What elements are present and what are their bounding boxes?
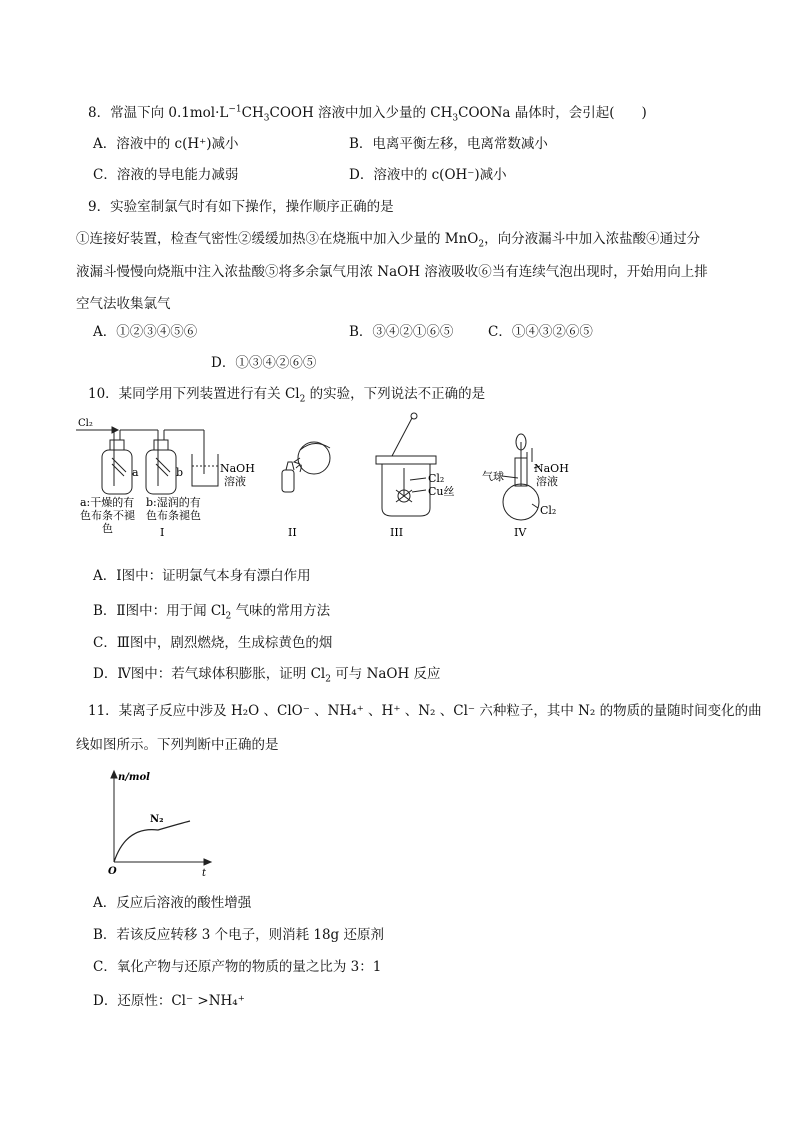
q8-stem: 8．常温下向 $0.1mol\cdot L^{-1}CH_3COOH$ 溶液中加入少量的 $CH_3COONa$ 晶体时，会引起( ) <box>88 104 647 124</box>
fig1-caption-dry-3: 色 <box>102 522 113 535</box>
fig3-cl2-label: Cl₂ <box>428 472 445 485</box>
fig4-roman-label: IV <box>514 526 527 539</box>
graph-ylabel: n/mol <box>118 772 150 783</box>
q9-text-line-1: ①连接好装置，检查气密性②缓缓加热③在烧瓶中加入少量的 MnO$_2$，向分液漏斗中加入浓盐酸④通过分 <box>76 231 701 250</box>
fig4-solution-label: 溶液 <box>536 475 558 488</box>
q8-option-b: B．电离平衡左移，电离常数减小 <box>349 136 548 152</box>
fig1-caption-dry-1: a:干燥的有 <box>80 496 135 509</box>
q9-option-d: D．①③④②⑥⑤ <box>211 355 317 371</box>
fig1-label-b: b <box>176 466 184 479</box>
q10-option-c: C．Ⅲ图中，剧烈燃烧，生成棕黄色的烟 <box>93 635 333 651</box>
q10-option-a: A．Ⅰ图中：证明氯气本身有漂白作用 <box>93 568 311 584</box>
fig1-label-a: a <box>132 466 139 479</box>
fig4-balloon-label: 气球 <box>482 470 504 483</box>
fig1-caption-wet-2: 色布条褪色 <box>146 509 201 522</box>
fig4-naoh-label: NaOH <box>534 462 569 475</box>
fig1-caption-dry-2: 色布条不褪 <box>80 509 135 522</box>
fig3-roman-label: III <box>390 526 404 539</box>
q8-option-d: D．溶液中的 c(OH⁻)减小 <box>349 167 507 183</box>
q9-stem: 9．实验室制氯气时有如下操作，操作顺序正确的是 <box>88 199 394 215</box>
q9-option-c: C．①④③②⑥⑤ <box>488 324 593 340</box>
fig1-solution-label: 溶液 <box>224 475 246 488</box>
q11-option-c: C．氧化产物与还原产物的物质的量之比为 3：1 <box>93 959 382 975</box>
graph-origin-label: O <box>108 866 117 877</box>
q11-option-a: A．反应后溶液的酸性增强 <box>93 895 252 911</box>
q10-stem: 10．某同学用下列装置进行有关 $Cl_2$ 的实验，下列说法不正确的是 <box>88 386 486 405</box>
q10-option-b: B．Ⅱ图中：用于闻 $Cl_2$ 气味的常用方法 <box>93 603 331 622</box>
y-axis-arrow <box>111 771 117 778</box>
q8-option-a: A．溶液中的 c(H⁺)减小 <box>93 136 239 152</box>
q11-stem-line-1: 11．某离子反应中涉及 H₂O 、ClO⁻ 、NH₄⁺ 、H⁺ 、N₂ 、Cl⁻ 六种粒子，其中 N₂ 的物质的量随时间变化的曲 <box>88 703 762 719</box>
q8-option-c: C．溶液的导电能力减弱 <box>93 167 239 183</box>
fig1-roman-label: I <box>160 526 165 539</box>
q10-option-d: D．Ⅳ图中：若气球体积膨胀，证明 $Cl_2$ 可与 NaOH 反应 <box>93 666 441 685</box>
q9-option-b: B．③④②①⑥⑤ <box>349 324 454 340</box>
fig1-cl2-label: Cl₂ <box>78 418 93 429</box>
q11-option-b: B．若该反应转移 3 个电子，则消耗 18g 还原剂 <box>93 927 384 943</box>
q9-text-line-2: 液漏斗慢慢向烧瓶中注入浓盐酸⑤将多余氯气用浓 NaOH 溶液吸收⑥当有连续气泡出现时，开始用向上排 <box>76 264 708 280</box>
q11-n2-graph <box>104 768 224 880</box>
fig1-caption-wet-1: b:湿润的有 <box>146 496 201 509</box>
q11-stem-line-2: 线如图所示。下列判断中正确的是 <box>76 737 279 753</box>
x-axis-arrow <box>204 859 211 865</box>
q10-apparatus-figure <box>74 412 594 544</box>
q11-option-d: D．还原性：Cl⁻ >NH₄⁺ <box>93 993 245 1009</box>
fig4-cl2-label: Cl₂ <box>540 504 557 517</box>
graph-xlabel: t <box>202 868 207 879</box>
graph-series-label: N₂ <box>150 814 164 825</box>
q9-text-line-3: 空气法收集氯气 <box>76 296 171 312</box>
q9-option-a: A．①②③④⑤⑥ <box>93 324 198 340</box>
fig2-roman-label: II <box>288 526 297 539</box>
fig3-cu-label: Cu丝 <box>428 485 455 498</box>
fig1-naoh-label: NaOH <box>220 462 255 475</box>
n2-curve <box>114 821 190 862</box>
